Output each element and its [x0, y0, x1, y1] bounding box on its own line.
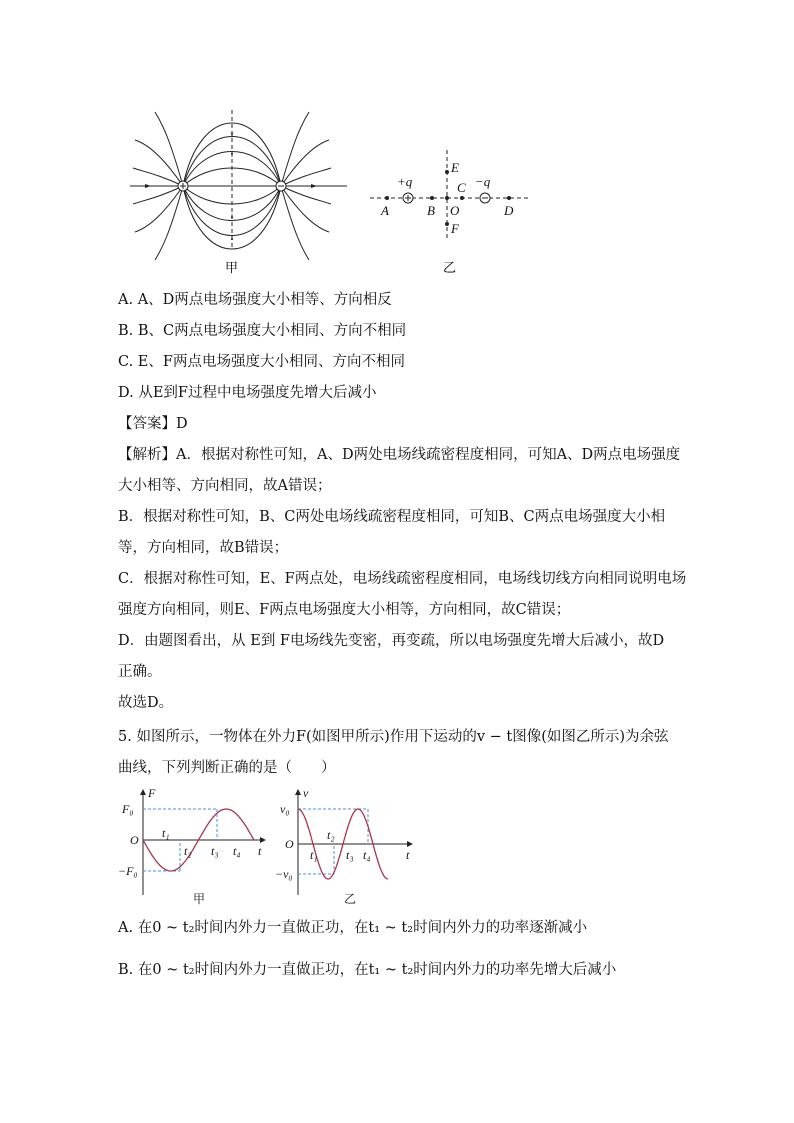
v0-label: v₀	[280, 802, 290, 816]
t-axis-left: t	[258, 844, 262, 858]
analysis-line-1	[118, 445, 680, 465]
origin-label-right: O	[285, 837, 294, 851]
option-4d: D. 从E到F过程中电场强度先增大后减小	[118, 385, 377, 401]
answer-line	[118, 414, 188, 434]
t2-right: t₂	[327, 828, 335, 842]
field-lines-figure	[125, 100, 545, 278]
F-axis-label: F	[148, 786, 156, 800]
option-5b: B. 在0 ~ t₂时间内外力一直做正功，在t₁ ~ t₂时间内外力的功率先增大后减小	[118, 962, 617, 978]
caption-yi-top: 乙	[443, 260, 457, 275]
label-minus-q: −q	[475, 174, 491, 189]
answer-value: D	[176, 416, 188, 432]
analysis-line-8: 正确。	[118, 664, 162, 680]
t1-right: t₁	[310, 848, 318, 862]
t-axis-right: t	[406, 848, 410, 862]
analysis-line-9: 故选D。	[118, 695, 174, 711]
analysis-line-2: 大小相等、方向相同，故A错误；	[118, 478, 332, 494]
label-plus-q: +q	[397, 174, 413, 189]
option-5a: A. 在0 ~ t₂时间内外力一直做正功，在t₁ ~ t₂时间内外力的功率逐渐减小	[118, 920, 588, 936]
label-E: E	[451, 160, 459, 175]
analysis-tag: 【解析】	[118, 447, 176, 463]
t1-left: t₁	[162, 826, 170, 840]
label-F: F	[451, 221, 459, 236]
caption-jia-top: 甲	[225, 260, 239, 275]
t2-left: t₂	[184, 844, 192, 858]
analysis-line-3: B．根据对称性可知，B、C两处电场线疏密程度相同，可知B、C两点电场强度大小相	[118, 509, 666, 525]
analysis-line-6: 强度方向相同，则E、F两点电场强度大小相等，方向相同，故C错误；	[118, 602, 571, 618]
label-A: A	[381, 203, 389, 218]
q5-graphs	[118, 785, 438, 915]
caption-jia-q5: 甲	[193, 892, 206, 906]
F0-label: F₀	[122, 802, 134, 816]
answer-tag: 【答案】	[118, 416, 176, 432]
option-4a: A. A、D两点电场强度大小相等、方向相反	[118, 292, 392, 308]
analysis-text-1: A．根据对称性可知，A、D两处电场线疏密程度相同，可知A、D两点电场强度	[176, 447, 681, 463]
t4-left: t₄	[233, 844, 241, 858]
option-4c: C. E、F两点电场强度大小相同、方向不相同	[118, 354, 405, 370]
analysis-line-7: D．由题图看出，从 E到 F电场线先变密，再变疏，所以电场强度先增大后减小，故D	[118, 633, 665, 649]
v-axis-label: v	[303, 786, 309, 800]
question5-line-2: 曲线，下列判断正确的是（ ）	[118, 760, 336, 776]
t3-right: t₃	[346, 848, 354, 862]
label-D: D	[504, 203, 514, 218]
t4-right: t₄	[363, 848, 371, 862]
question5-line-1: 5. 如图所示，一物体在外力F(如图甲所示)作用下运动的v − t图像(如图乙所示)为余弦	[118, 729, 669, 745]
origin-label-left: O	[130, 833, 139, 847]
label-C: C	[457, 180, 466, 195]
t3-left: t₃	[211, 844, 219, 858]
analysis-line-4: 等，方向相同，故B错误；	[118, 540, 289, 556]
analysis-line-5: C．根据对称性可知，E、F两点处，电场线疏密程度相同，电场线切线方向相同说明电场	[118, 571, 687, 587]
negv0-label: −v₀	[275, 867, 293, 881]
option-4b: B. B、C两点电场强度大小相同、方向不相同	[118, 323, 407, 339]
label-O: O	[450, 203, 460, 218]
caption-yi-q5: 乙	[344, 892, 357, 906]
negF0-label: −F₀	[118, 864, 138, 878]
label-B: B	[427, 203, 435, 218]
